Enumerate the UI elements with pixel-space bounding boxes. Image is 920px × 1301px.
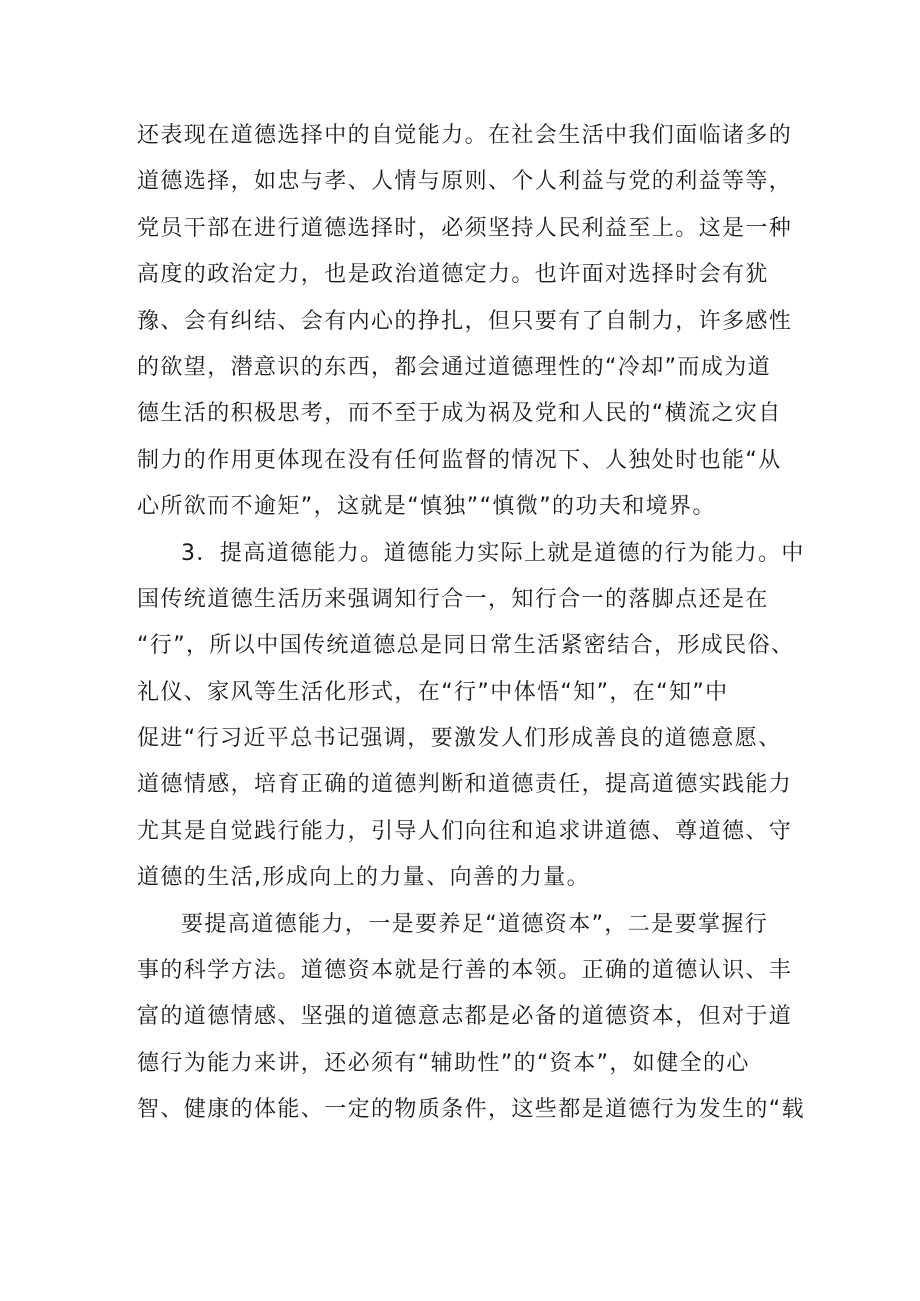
text-line: 礼仪、家风等生活化形式，在“行”中体悟“知”，在“知”中 bbox=[137, 679, 729, 705]
text-line: 智、健康的体能、一定的物质条件，这些都是道德行为发生的“载 bbox=[137, 1097, 805, 1123]
body-text bbox=[137, 113, 807, 1134]
text-line: 国传统道德生活历来强调知行合一，知行合一的落脚点还是在 bbox=[137, 586, 769, 612]
text-line: 3．提高道德能力。道德能力实际上就是道德的行为能力。中 bbox=[181, 540, 805, 566]
text-line: 德生活的积极思考，而不至于成为祸及党和人民的“横流之灾自 bbox=[137, 401, 782, 427]
text-line: 高度的政治定力，也是政治道德定力。也许面对选择时会有犹 bbox=[137, 262, 769, 288]
text-line: 豫、会有纠结、会有内心的挣扎，但只要有了自制力，许多感性 bbox=[137, 308, 793, 334]
text-line: 要提高道德能力，一是要养足“道德资本”，二是要掌握行 bbox=[181, 911, 769, 937]
text-line: 的欲望，潜意识的东西，都会通过道德理性的“冷却”而成为道 bbox=[137, 354, 771, 380]
text-line: 还表现在道德选择中的自觉能力。在社会生活中我们面临诸多的 bbox=[137, 123, 793, 148]
text-line: 道德情感，培育正确的道德判断和道德责任，提高道德实践能力 bbox=[137, 772, 793, 798]
text-line: 道德的生活,形成向上的力量、向善的力量。 bbox=[137, 865, 590, 891]
text-line: 德行为能力来讲，还必须有“辅助性”的“资本”，如健全的心 bbox=[137, 1050, 750, 1076]
text-line: 促进“行习近平总书记强调，要激发人们形成善良的道德意愿、 bbox=[137, 726, 782, 752]
text-line: 尤其是自觉践行能力，引导人们向往和追求讲道德、尊道德、守 bbox=[137, 818, 793, 844]
text-line: 心所欲而不逾矩”，这就是“慎独”“慎微”的功夫和境界。 bbox=[137, 494, 716, 520]
text-line: 道德选择，如忠与孝、人情与原则、个人利益与党的利益等等， bbox=[137, 169, 793, 195]
text-line: 党员干部在进行道德选择时，必须坚持人民利益至上。这是一种 bbox=[137, 215, 793, 241]
text-line: 事的科学方法。道德资本就是行善的本领。正确的道德认识、丰 bbox=[137, 958, 793, 984]
text-line: 富的道德情感、坚强的道德意志都是必备的道德资本，但对于道 bbox=[137, 1004, 793, 1030]
text-line: 制力的作用更体现在没有任何监督的情况下、人独处时也能“从 bbox=[137, 447, 782, 473]
text-line: “行”，所以中国传统道德总是同日常生活紧密结合，形成民俗、 bbox=[137, 633, 795, 659]
